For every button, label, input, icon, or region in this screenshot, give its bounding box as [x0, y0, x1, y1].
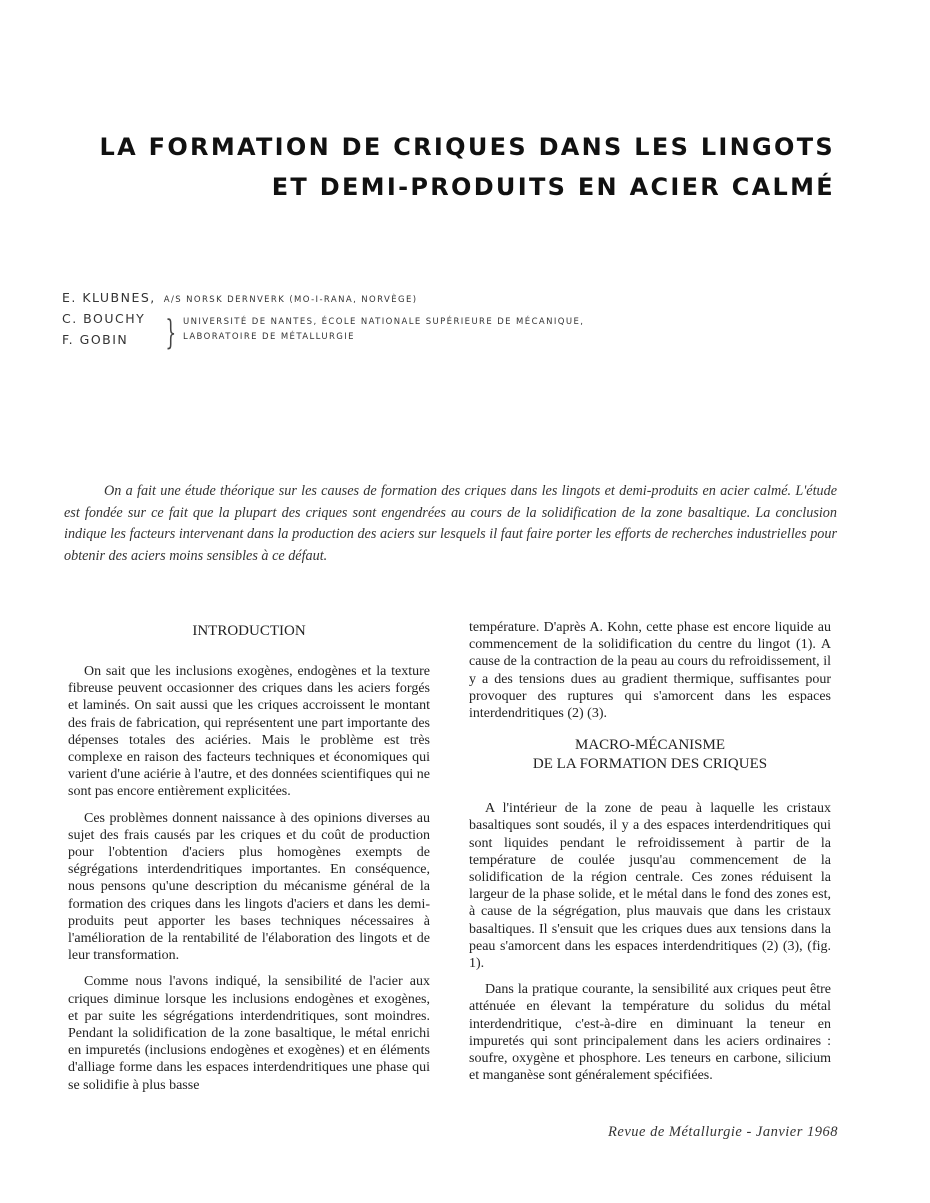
- author-name-gobin: F. GOBIN: [62, 332, 129, 347]
- title-line-2: ET DEMI-PRODUITS EN ACIER CALMÉ: [271, 173, 835, 201]
- author-affiliation-nantes: [183, 317, 584, 347]
- macro-heading: [469, 736, 831, 774]
- author-block: [62, 290, 822, 353]
- introduction-paragraph-3-continued: température. D'après A. Kohn, cette phase est encore liquide au commencement de la solidification du centre du lingot (1). A cause de la contraction de la peau au cours du refroidissement, il y a des tensions dues au gradient thermique, suffisantes pour provoquer des ruptures qui s'amorcent dans les espaces interdendritiques (2) (3).: [469, 620, 831, 722]
- introduction-paragraph-1: On sait que les inclusions exogènes, endogènes et la texture fibreuse peuvent occasionner des criques dans les aciers forgés et laminés. On sait aussi que les criques accroissent le montant des frais de fabrication, qui représentent une part importante des dépenses totales des aciéries. Mais le problème est très complexe en raison des facteurs techniques et économiques qui varient d'une aciérie à l'autre, et des données scientifiques qui ne sont pas encore entièrement explicitées.: [68, 664, 430, 800]
- brace-glyph: }: [165, 313, 177, 353]
- abstract: On a fait une étude théorique sur les causes de formation des criques dans les lingots et demi-produits en acier calmé. L'étude est fondée sur ce fait que la plupart des criques sont engendrées au cours de la solidification de la zone basaltique. La conclusion indique les facteurs intervenant dans la production des aciers sur lesquels il faut faire porter les efforts de recherches industrielles pour obtenir des aciers moins sensibles à ce défaut.: [64, 483, 837, 564]
- macro-paragraph-1: A l'intérieur de la zone de peau à laquelle les cristaux basaltiques sont soudés, il y a des espaces interdendritiques qui sont liquides pendant le refroidissement à partir de la température de coulée jusqu'au commencement de la solidification de la région centrale. Ces zones réduisent la largeur de la phase solide, et le métal dans le fond des zones est, à cause de la ségrégation, plus mauvais que dans les cristaux basaltiques. Il s'ensuit que les criques dues aux tensions dans la peau s'amorcent dans les espaces interdendritiques (2) (3), (fig. 1).: [469, 801, 831, 972]
- right-column: [469, 619, 831, 1093]
- introduction-heading: INTRODUCTION: [192, 623, 306, 639]
- introduction-paragraph-3: Comme nous l'avons indiqué, la sensibilité de l'acier aux criques diminue lorsque les inclusions endogènes et exogènes, et par suite les ségrégations interdendritiques, sont moindres. Pendant la solidification de la zone basaltique, le métal enrichi en impuretés (inclusions endogènes et exogènes) et en éléments d'alliage forme dans les espaces interdendritiques une phase qui se solidifie à plus basse: [68, 974, 430, 1093]
- affiliation-line-2: LABORATOIRE DE MÉTALLURGIE: [183, 332, 355, 342]
- macro-heading-line-1: MACRO-MÉCANISME: [574, 737, 725, 754]
- author-name-bouchy: C. BOUCHY: [62, 311, 146, 326]
- title-line-1: LA FORMATION DE CRIQUES DANS LES LINGOTS: [99, 133, 835, 161]
- introduction-paragraph-2: Ces problèmes donnent naissance à des opinions diverses au sujet des frais causés par les criques et du coût de production pour l'obtention d'aciers plus homogènes exempts de ségrégations interdendritiques importantes. En conséquence, nous pensons qu'une description du mécanisme général de la formation des criques dans les lingots d'aciers et dans les demi-produits peut apporter les bases techniques nécessaires à l'amélioration de la rentabilité de l'élaboration des lingots et de leur transformation.: [68, 810, 430, 964]
- journal-footer: Revue de Métallurgie - Janvier 1968: [608, 1124, 838, 1140]
- macro-heading-line-2: DE LA FORMATION DES CRIQUES: [532, 756, 768, 773]
- author-affiliation-norsk: A/S NORSK DERNVERK (MO-I-RANA, NORVÈGE): [163, 295, 418, 305]
- author-name-klubnes: E. KLUBNES,: [62, 290, 156, 305]
- macro-paragraph-2: Dans la pratique courante, la sensibilité aux criques peut être atténuée en élevant la température du solidus du métal interdendritique, c'est-à-dire en diminuant la teneur en impuretés qui sont principalement dans les aciers ordinaires : soufre, oxygène et phosphore. Les teneurs en carbone, silicium et manganèse sont généralement spécifiées.: [469, 982, 831, 1084]
- affiliation-line-1: UNIVERSITÉ DE NANTES, ÉCOLE NATIONALE SUPÉRIEURE DE MÉCANIQUE,: [183, 317, 585, 327]
- left-column: [68, 616, 430, 1103]
